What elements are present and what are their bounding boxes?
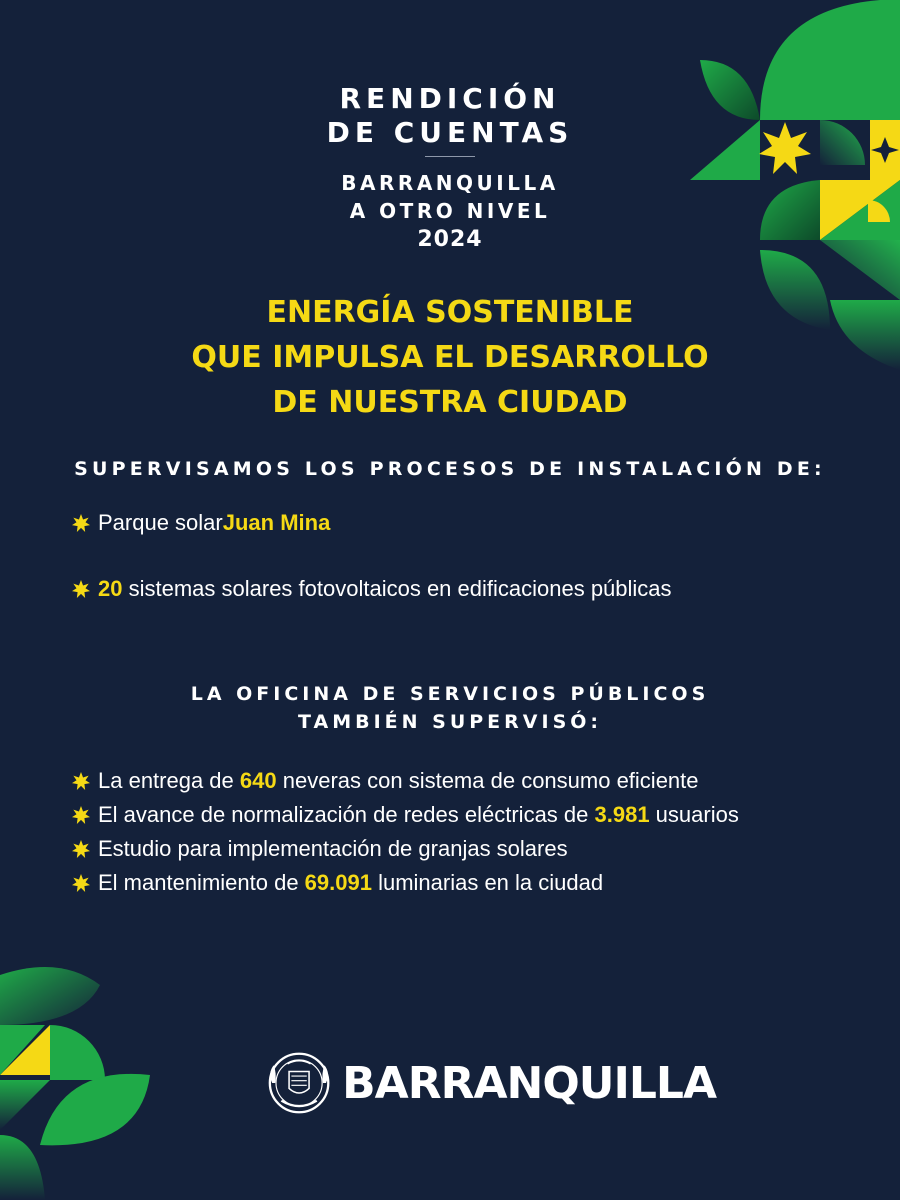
item-text: La entrega de xyxy=(98,768,240,793)
section-1-title: SUPERVISAMOS LOS PROCESOS DE INSTALACIÓN DE: xyxy=(74,458,826,480)
item-text: El avance de normalización de redes eléctricas de xyxy=(98,802,595,827)
report-title-line-1: RENDICIÓN xyxy=(339,82,561,115)
list-item xyxy=(72,870,603,896)
main-headline xyxy=(150,290,750,425)
item-text-suffix: luminarias en la ciudad xyxy=(371,870,604,895)
list-item xyxy=(72,510,330,536)
list-item xyxy=(72,576,672,602)
brand-wordmark: BARRANQUILLA xyxy=(342,1057,716,1109)
item-highlight: 3.981 xyxy=(594,802,650,827)
report-year: 2024 xyxy=(417,227,483,252)
item-text: El mantenimiento de xyxy=(98,870,305,895)
section-2-title-line-1: LA OFICINA DE SERVICIOS PÚBLICOS xyxy=(190,683,710,705)
decorative-leaf-pattern-bottom-left xyxy=(0,955,150,1200)
item-highlight: Juan Mina xyxy=(222,510,331,535)
list-item xyxy=(72,768,699,794)
headline-line-2: QUE IMPULSA EL DESARROLLO xyxy=(191,340,709,375)
item-highlight: 20 xyxy=(98,576,123,601)
item-text-suffix: usuarios xyxy=(649,802,739,827)
item-text: Parque solar xyxy=(98,510,223,535)
headline-line-1: ENERGÍA SOSTENIBLE xyxy=(266,295,634,330)
item-highlight: 69.091 xyxy=(304,870,372,895)
sun-star-icon xyxy=(72,772,90,790)
item-text: Estudio para implementación de granjas solares xyxy=(98,836,568,861)
header-divider xyxy=(425,156,475,157)
section-2-title-line-2: TAMBIÉN SUPERVISÓ: xyxy=(298,711,602,733)
item-text-suffix: neveras con sistema de consumo eficiente xyxy=(276,768,699,793)
slogan-line-2: A OTRO NIVEL xyxy=(349,199,551,223)
slogan-line-1: BARRANQUILLA xyxy=(341,171,559,195)
sun-star-icon xyxy=(72,874,90,892)
report-header xyxy=(250,82,650,255)
city-seal-icon xyxy=(266,1040,332,1126)
item-text: sistemas solares fotovoltaicos en edificaciones públicas xyxy=(122,576,672,601)
report-title-line-2: DE CUENTAS xyxy=(326,116,574,149)
headline-line-3: DE NUESTRA CIUDAD xyxy=(272,385,628,420)
sun-star-icon xyxy=(72,806,90,824)
sun-star-icon xyxy=(72,580,90,598)
sun-star-icon xyxy=(72,514,90,532)
list-item xyxy=(72,802,739,828)
section-2-title xyxy=(0,680,900,736)
item-highlight: 640 xyxy=(239,768,277,793)
list-item xyxy=(72,836,568,862)
city-logo xyxy=(266,1040,716,1126)
sun-star-icon xyxy=(72,840,90,858)
